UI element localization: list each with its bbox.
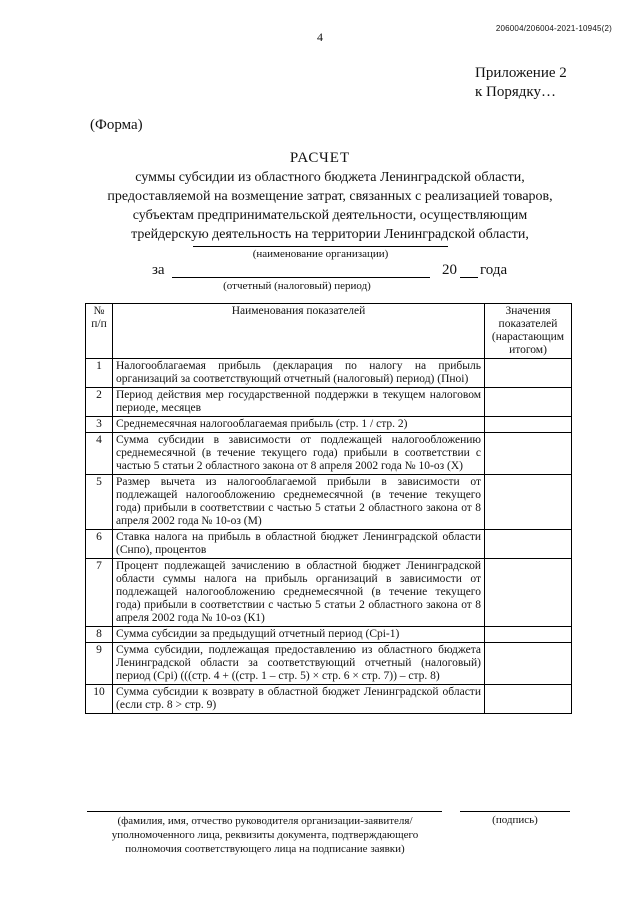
subtitle-line-3: субъектам предпринимательской деятельности, осуществляющим (132, 208, 528, 223)
row-value-field[interactable] (485, 388, 572, 417)
row-value-field[interactable] (485, 433, 572, 475)
row-value-field[interactable] (485, 417, 572, 433)
signature-field[interactable] (460, 811, 570, 812)
row-value-field[interactable] (485, 559, 572, 627)
row-num: 3 (86, 417, 113, 433)
subtitle-line-4: трейдерскую деятельность на территории Ленинградской области, (131, 227, 529, 242)
row-value-field[interactable] (485, 685, 572, 714)
document-subtitle (80, 168, 580, 244)
table-row (86, 475, 572, 530)
row-name: Сумма субсидии к возврату в областной бюджет Ленинградской области (если стр. 8 > стр. 9) (113, 685, 485, 714)
period-za-label: за (152, 262, 165, 278)
header-name: Наименования показателей (113, 304, 485, 359)
row-value-field[interactable] (485, 475, 572, 530)
row-name: Сумма субсидии за предыдущий отчетный период (Срi-1) (113, 627, 485, 643)
row-name: Период действия мер государственной поддержки в текущем налоговом периоде, месяцев (113, 388, 485, 417)
organization-name-field[interactable] (193, 246, 448, 247)
row-num: 6 (86, 530, 113, 559)
appendix-line-1: Приложение 2 (475, 65, 567, 81)
period-row (152, 262, 522, 282)
period-year-prefix: 20 (442, 262, 457, 278)
applicant-name-caption (80, 814, 450, 856)
applicant-caption-line-2: уполномоченного лица, реквизиты документа, подтверждающего (111, 829, 419, 841)
table-row (86, 359, 572, 388)
applicant-caption-line-3: полномочия соответствующего лица на подписание заявки) (125, 843, 405, 855)
row-num: 1 (86, 359, 113, 388)
applicant-name-field[interactable] (87, 811, 442, 812)
row-num: 2 (86, 388, 113, 417)
row-name: Сумма субсидии в зависимости от подлежащей налогообложению среднемесячной (в течение текущего года) прибыли в соответствии с частью 5 статьи 2 областного закона от 8 апреля 2002 года № 10-оз (Х) (113, 433, 485, 475)
row-name: Сумма субсидии, подлежащая предоставлению из областного бюджета Ленинградской области за соответствующий отчетный (налоговый) период (Срi) (((стр. 4 + ((стр. 1 – стр. 5) × стр. 6 × стр. 7)) – стр. 8) (113, 643, 485, 685)
appendix-label (475, 64, 567, 102)
period-year-field[interactable] (460, 277, 478, 278)
table-row (86, 643, 572, 685)
row-num: 8 (86, 627, 113, 643)
row-num: 5 (86, 475, 113, 530)
row-name: Процент подлежащей зачислению в областной бюджет Ленинградской области суммы налога на прибыль организаций в зависимости от подлежащей налогообложению среднемесячной (в течение текущего года) прибыли в соответствии с частью 5 статьи 2 областного закона от 8 апреля 2002 года № 10-оз (К1) (113, 559, 485, 627)
applicant-caption-line-1: (фамилия, имя, отчество руководителя организации-заявителя/ (117, 815, 413, 827)
row-name: Налогооблагаемая прибыль (декларация по налогу на прибыль организаций за соответствующий отчетный (налоговый) период) (Пноi) (113, 359, 485, 388)
table-row (86, 559, 572, 627)
period-caption: (отчетный (налоговый) период) (223, 280, 371, 292)
row-name: Размер вычета из налогооблагаемой прибыли в зависимости от подлежащей налогообложению среднемесячной (в течение текущего года) прибыли в соответствии с частью 5 статьи 2 областного закона от 8 апреля 2002 года № 10-оз (М) (113, 475, 485, 530)
period-field[interactable] (172, 277, 430, 278)
row-num: 4 (86, 433, 113, 475)
organization-name-caption: (наименование организации) (252, 248, 389, 260)
form-label: (Форма) (90, 117, 143, 133)
document-title: РАСЧЕТ (289, 150, 351, 166)
table-row (86, 530, 572, 559)
row-num: 9 (86, 643, 113, 685)
page-number: 4 (317, 30, 323, 44)
row-value-field[interactable] (485, 627, 572, 643)
appendix-line-2: к Порядку… (475, 84, 556, 100)
signature-caption: (подпись) (492, 814, 538, 826)
subtitle-line-2: предоставляемой на возмещение затрат, связанных с реализацией товаров, (107, 189, 553, 204)
table-row (86, 388, 572, 417)
row-num: 7 (86, 559, 113, 627)
document-id: 206004/206004-2021-10945(2) (495, 24, 612, 33)
row-value-field[interactable] (485, 643, 572, 685)
row-value-field[interactable] (485, 530, 572, 559)
table-row (86, 433, 572, 475)
period-goda-label: года (480, 262, 508, 278)
header-value: Значения показателей (нарастающим итогом) (485, 304, 572, 359)
row-value-field[interactable] (485, 359, 572, 388)
table-row (86, 417, 572, 433)
table-row (86, 685, 572, 714)
row-name: Ставка налога на прибыль в областной бюджет Ленинградской области (Снпо), процентов (113, 530, 485, 559)
calculation-table (85, 303, 572, 714)
table-row (86, 627, 572, 643)
table-header-row (86, 304, 572, 359)
subtitle-line-1: суммы субсидии из областного бюджета Ленинградской области, (135, 170, 525, 185)
header-num: № п/п (86, 304, 113, 359)
row-name: Среднемесячная налогооблагаемая прибыль (стр. 1 / стр. 2) (113, 417, 485, 433)
row-num: 10 (86, 685, 113, 714)
